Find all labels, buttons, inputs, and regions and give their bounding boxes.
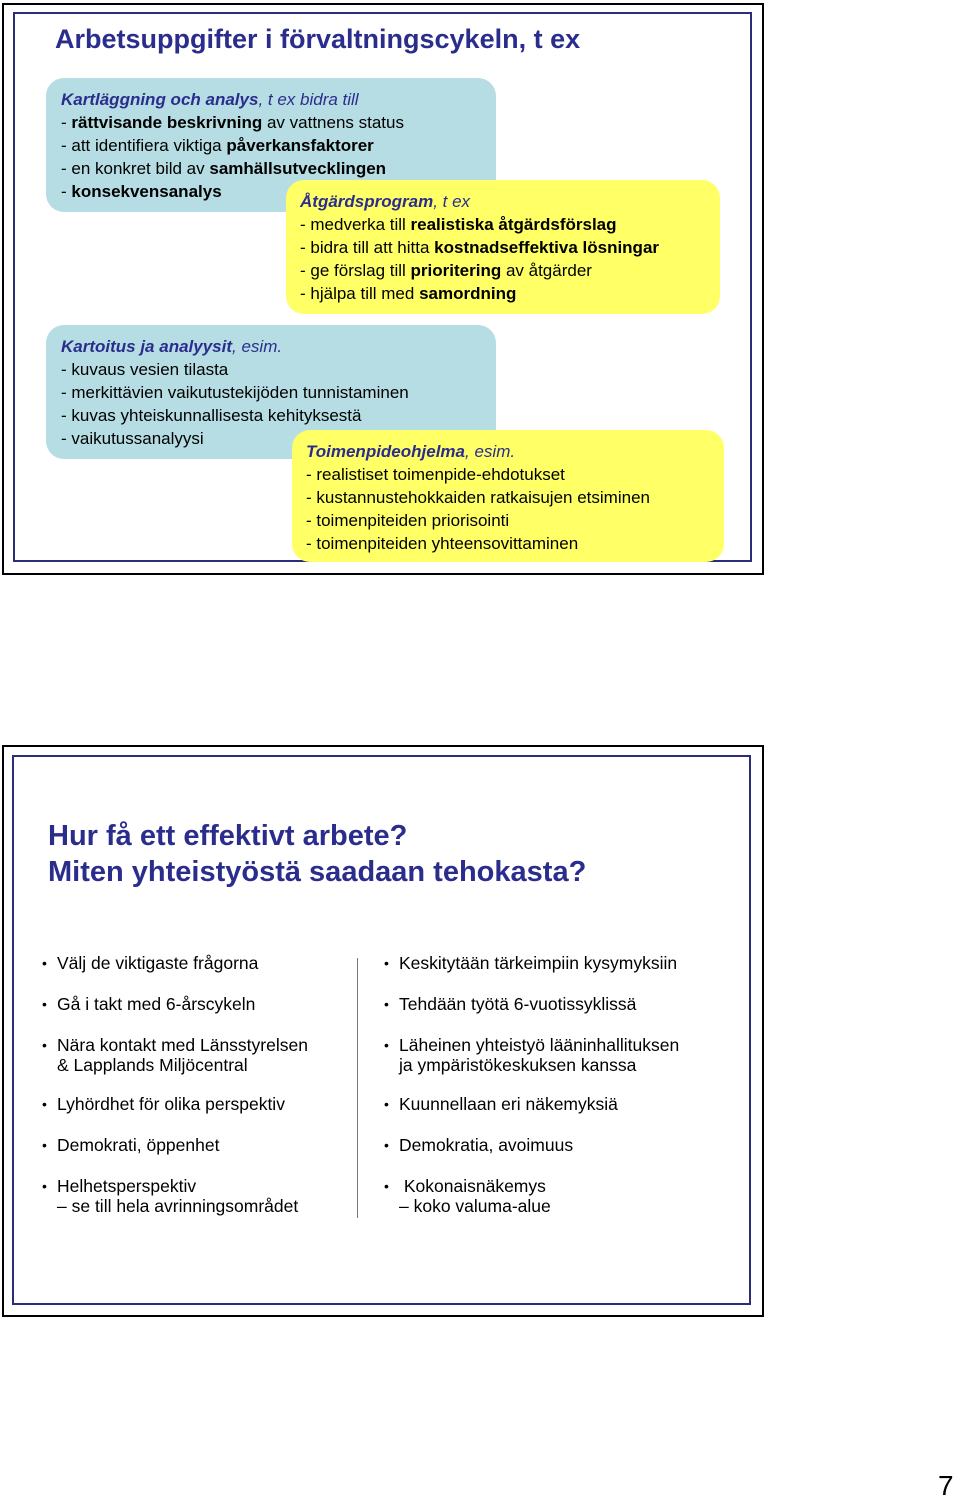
bullet-text: Välj de viktigaste frågorna [57,953,259,973]
bullet-item [42,1176,352,1235]
bullet-item [384,953,744,994]
bullet-text: & Lapplands Miljöcentral [57,1055,248,1075]
title-line-sv: Hur få ett effektivt arbete? [48,820,408,852]
bullet-text: Gå i takt med 6-årscykeln [57,994,256,1014]
box-heading: Toimenpideohjelma, esim. [306,442,516,461]
bullet-icon: • [384,996,389,1012]
bullet-item [42,994,352,1035]
bullet-item [384,1176,744,1235]
bullet-item [384,994,744,1035]
box-line: - bidra till att hitta kostnadseffektiva lösningar [300,238,660,257]
bullet-icon: • [42,1037,47,1053]
box-line: - toimenpiteiden priorisointi [306,511,510,530]
bullet-icon: • [42,1096,47,1112]
bullet-text: Demokrati, öppenhet [57,1135,220,1155]
box-sv-program [286,180,720,314]
bullet-text: ja ympäristökeskuksen kanssa [399,1055,637,1075]
bullet-item [384,1094,744,1135]
box-line: - kuvaus vesien tilasta [61,360,229,379]
bullet-text: Demokratia, avoimuus [399,1135,574,1155]
box-line: - kuvas yhteiskunnallisesta kehityksestä [61,406,362,425]
bullet-item [384,1035,744,1094]
bullet-text: – se till hela avrinningsområdet [57,1196,299,1216]
bullet-text: – koko valuma-alue [399,1196,551,1216]
box-line: - toimenpiteiden yhteensovittaminen [306,534,579,553]
bullet-text: Kuunnellaan eri näkemyksiä [399,1094,618,1114]
bullet-icon: • [384,1037,389,1053]
bullet-text: Helhetsperspektiv [57,1176,197,1196]
bullet-icon: • [42,996,47,1012]
box-fi-program [292,430,724,562]
box-line: - att identifiera viktiga påverkansfaktorer [61,136,374,155]
box-heading: Kartläggning och analys, t ex bidra till [61,90,359,109]
box-line: - hjälpa till med samordning [300,284,517,303]
page-number: 7 [938,1470,954,1501]
bullet-text: Keskitytään tärkeimpiin kysymyksiin [399,953,678,973]
bullet-icon: • [384,955,389,971]
bullet-icon: • [384,1137,389,1153]
box-line: - rättvisande beskrivning av vattnens status [61,113,404,132]
bullet-text: Läheinen yhteistyö lääninhallituksen [399,1035,680,1055]
box-line: - realistiset toimenpide-ehdotukset [306,465,565,484]
slide-1-title: Arbetsuppgifter i förvaltningscykeln, t ex [55,24,581,54]
bullet-text: Kokonaisnäkemys [399,1176,546,1196]
column-divider [357,958,358,1218]
bullet-item [42,953,352,994]
box-line: - konsekvensanalys [61,182,222,201]
bullet-list-finnish [384,953,744,1235]
bullet-icon: • [42,955,47,971]
bullet-icon: • [384,1178,389,1194]
box-line: - vaikutussanalyysi [61,429,204,448]
box-line: - kustannustehokkaiden ratkaisujen etsiminen [306,488,650,507]
box-line: - merkittävien vaikutustekijöden tunnistaminen [61,383,409,402]
slide-2-title [48,818,586,890]
bullet-item [42,1135,352,1176]
box-line: - ge förslag till prioritering av åtgärder [300,261,592,280]
box-line: - medverka till realistiska åtgärdsförslag [300,215,617,234]
bullet-icon: • [42,1137,47,1153]
box-heading: Kartoitus ja analyysit, esim. [61,337,283,356]
bullet-item [42,1094,352,1135]
bullet-text: Tehdään työtä 6-vuotissyklissä [399,994,637,1014]
bullet-icon: • [384,1096,389,1112]
bullet-icon: • [42,1178,47,1194]
bullet-text: Lyhördhet för olika perspektiv [57,1094,285,1114]
bullet-item [42,1035,352,1094]
box-heading: Åtgärdsprogram, t ex [300,192,471,211]
bullet-text: Nära kontakt med Länsstyrelsen [57,1035,308,1055]
title-line-fi: Miten yhteistyöstä saadaan tehokasta? [48,856,587,888]
bullet-list-swedish [42,953,352,1235]
box-line: - en konkret bild av samhällsutvecklingen [61,159,387,178]
bullet-item [384,1135,744,1176]
